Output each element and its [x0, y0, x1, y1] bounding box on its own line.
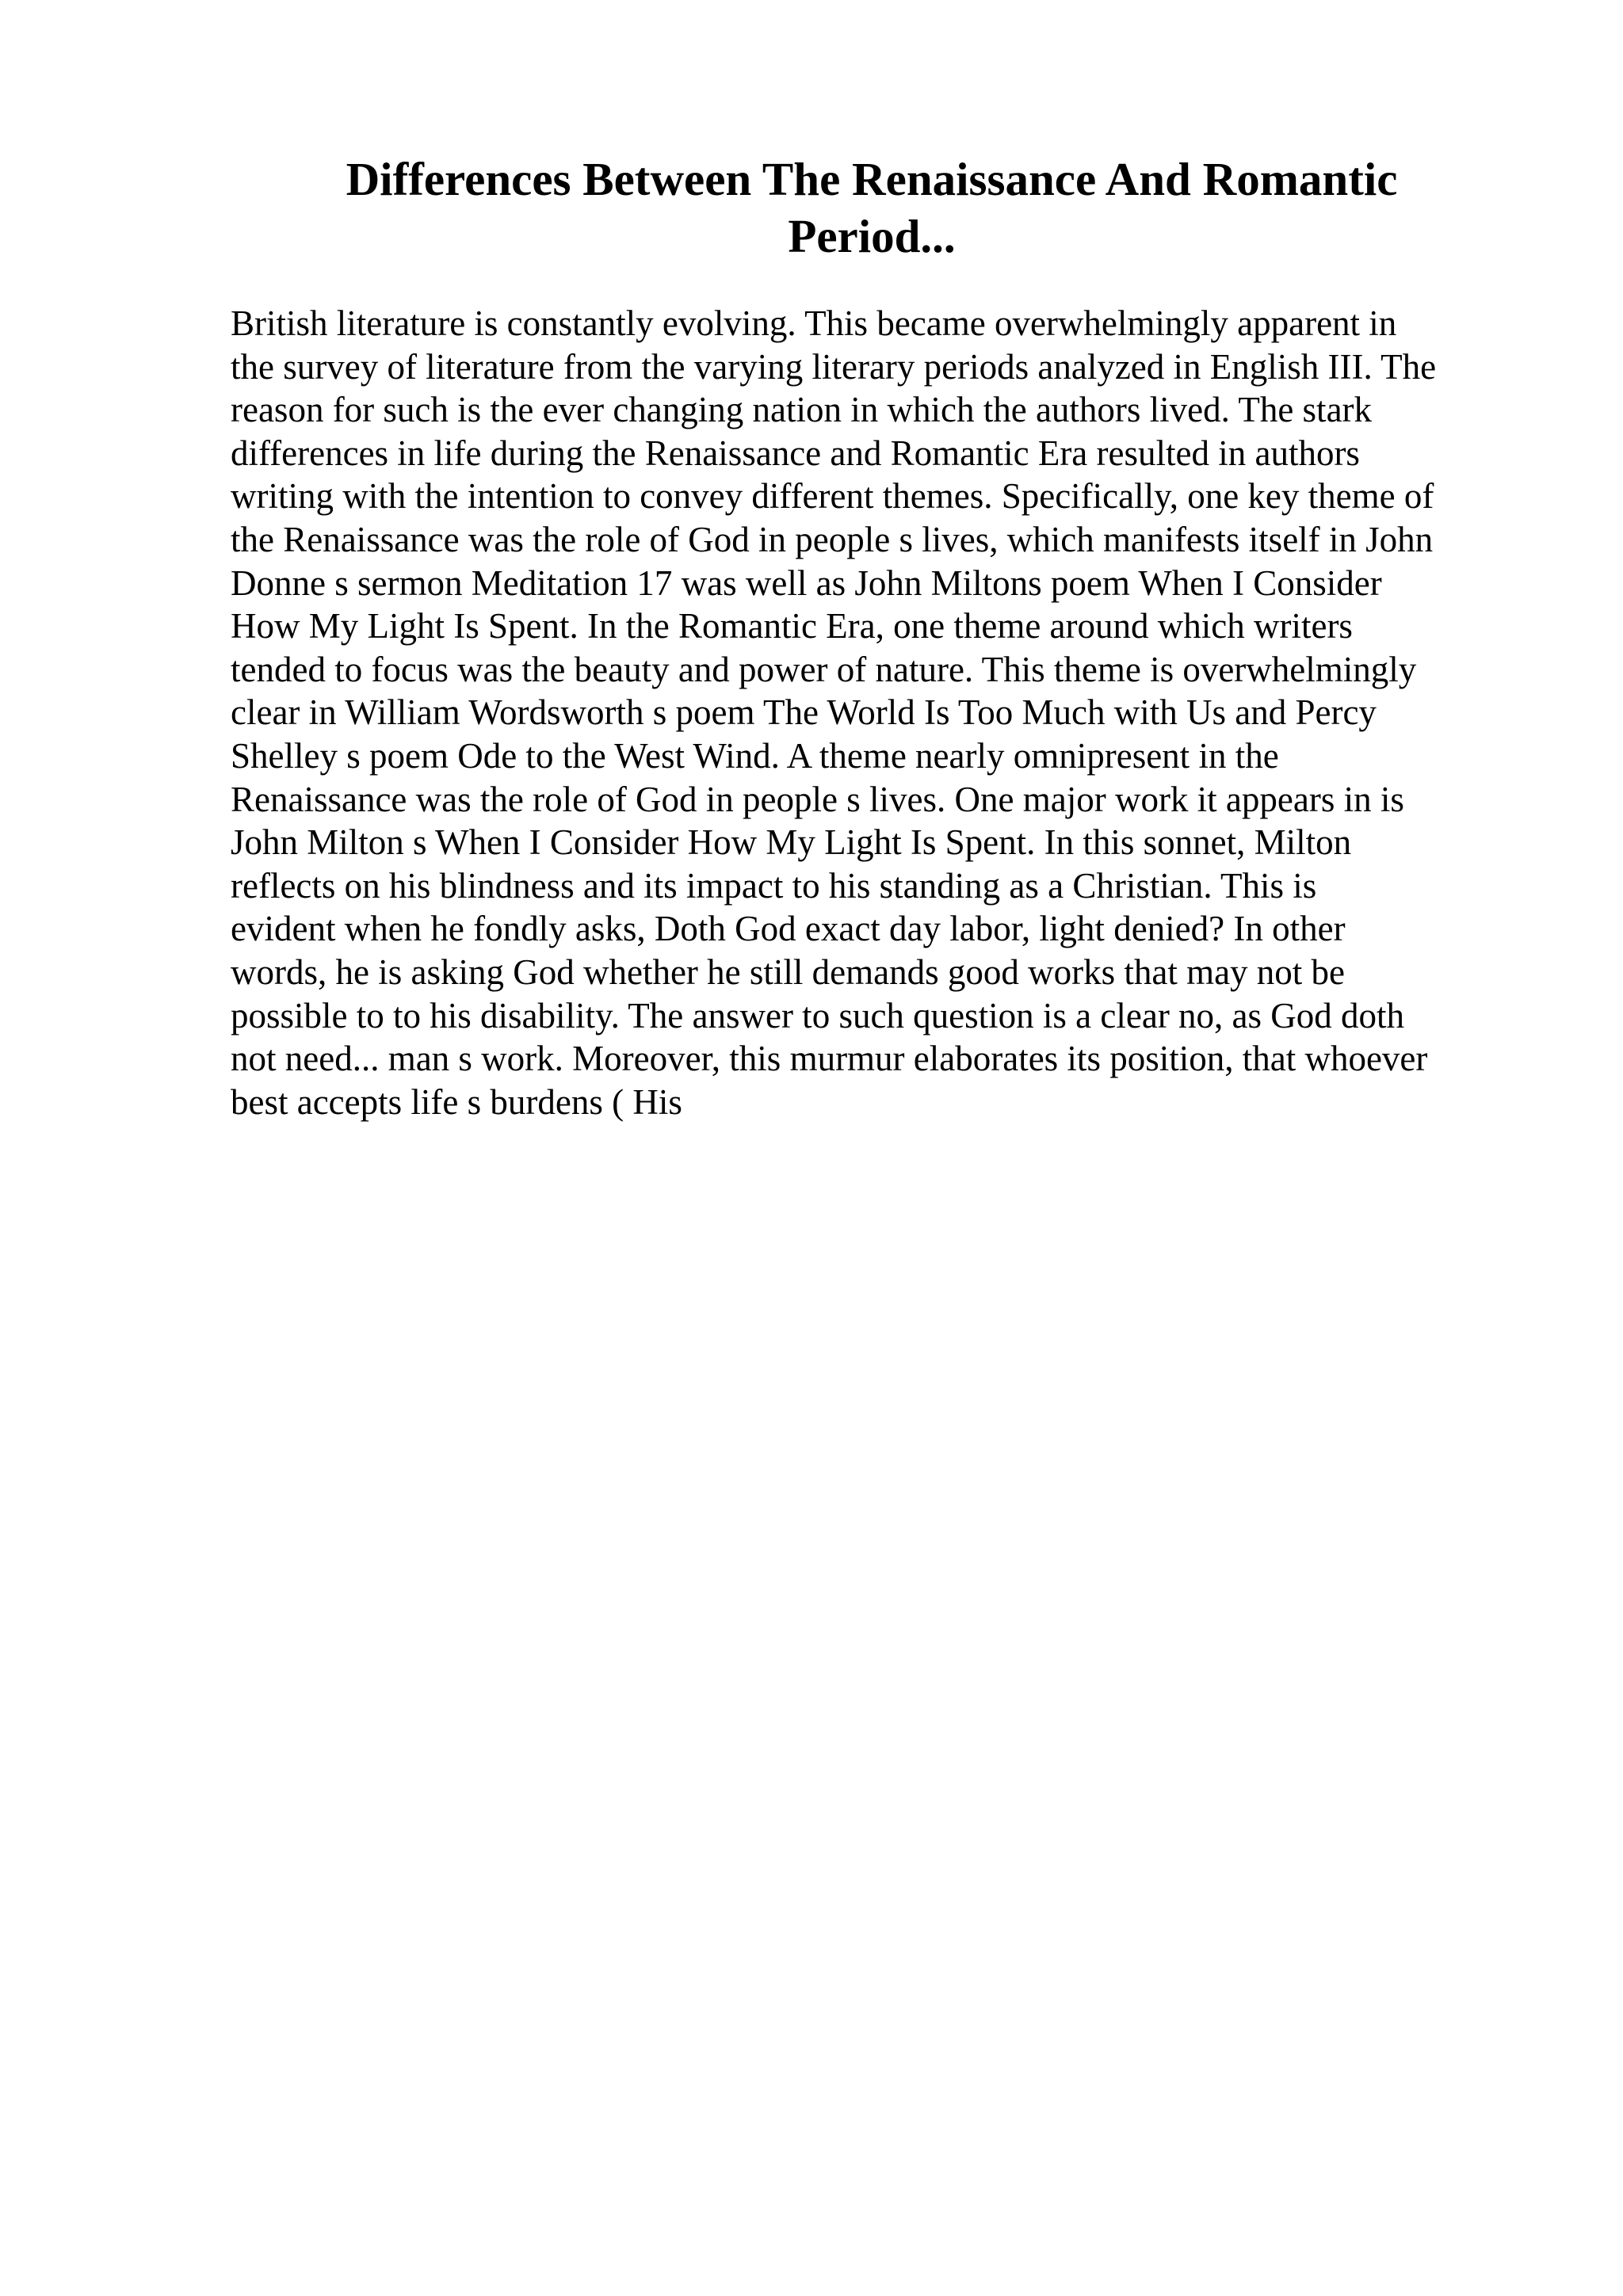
body-line: evident when he fondly asks, Doth God exact day labor, light denied? In other: [231, 909, 1346, 949]
body-line: reflects on his blindness and its impact to his standing as a Christian. This is: [231, 865, 1317, 906]
body-line: the Renaissance was the role of God in people s lives, which manifests itself in John: [231, 519, 1434, 559]
body-line: Donne s sermon Meditation 17 was well as John Miltons poem When I Consider: [231, 563, 1382, 603]
body-line: British literature is constantly evolving. This became overwhelmingly apparent in: [231, 303, 1397, 343]
document-body: [231, 302, 1499, 1123]
body-line: Shelley s poem Ode to the West Wind. A theme nearly omnipresent in the: [231, 735, 1279, 776]
body-line: words, he is asking God whether he still demands good works that may not be: [231, 952, 1346, 992]
title-line: Period...: [788, 210, 956, 262]
body-line: not need... man s work. Moreover, this murmur elaborates its position, that whoever: [231, 1039, 1428, 1079]
body-line: writing with the intention to convey different themes. Specifically, one key theme of: [231, 476, 1434, 517]
body-line: best accepts life s burdens ( His: [231, 1081, 682, 1122]
body-line: Renaissance was the role of God in people s lives. One major work it appears in is: [231, 779, 1404, 819]
document-title: [230, 151, 1514, 265]
body-line: clear in William Wordsworth s poem The World Is Too Much with Us and Percy: [231, 692, 1377, 733]
body-line: possible to to his disability. The answer to such question is a clear no, as God doth: [231, 995, 1405, 1035]
body-line: John Milton s When I Consider How My Light Is Spent. In this sonnet, Milton: [231, 822, 1352, 863]
body-line: reason for such is the ever changing nation in which the authors lived. The stark: [231, 390, 1373, 430]
body-line: tended to focus was the beauty and power of nature. This theme is overwhelmingly: [231, 649, 1417, 689]
title-line: Differences Between The Renaissance And Romantic: [346, 153, 1398, 205]
body-line: the survey of literature from the varying literary periods analyzed in English III. The: [231, 346, 1437, 387]
body-line: differences in life during the Renaissance and Romantic Era resulted in authors: [231, 433, 1360, 473]
body-line: How My Light Is Spent. In the Romantic Era, one theme around which writers: [231, 606, 1353, 646]
